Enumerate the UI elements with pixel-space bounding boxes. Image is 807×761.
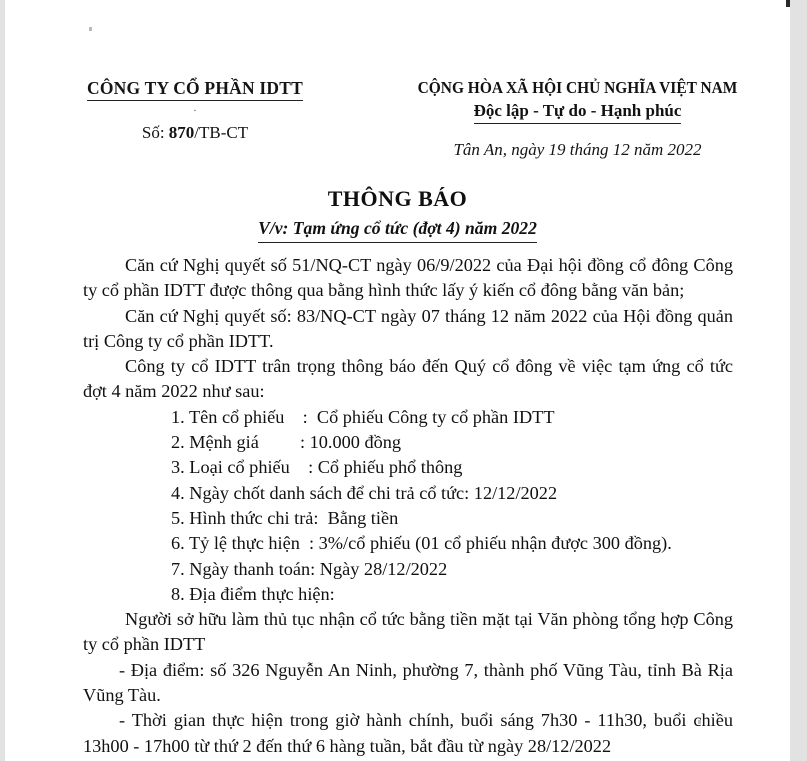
document-title: THÔNG BÁO — [327, 186, 468, 211]
scan-speck — [89, 27, 92, 31]
document-number — [25, 123, 365, 143]
list-item: 4. Ngày chốt danh sách để chi trả cổ tức: 12/12/2022 — [171, 482, 558, 503]
paragraph-time-detail: - Thời gian thực hiện trong giờ hành chính, buổi sáng 7h30 - 11h30, buổi chiều 13h00 - 17h00 từ thứ 2 đến thứ 6 hàng tuần, bắt đầu từ ngày 28/12/2022 — [83, 710, 733, 756]
paragraph-basis-2: Căn cứ Nghị quyết số: 83/NQ-CT ngày 07 tháng 12 năm 2022 của Hội đồng quản trị Công ty cổ phần IDTT. — [83, 305, 733, 351]
list-item: 6. Tỷ lệ thực hiện : 3%/cổ phiếu (01 cổ phiếu nhận được 300 đồng). — [171, 533, 672, 554]
list-item: 8. Địa điểm thực hiện: — [171, 583, 335, 604]
paragraph-intro: Công ty cổ IDTT trân trọng thông báo đến Quý cổ đông về việc tạm ứng cổ tức đợt 4 năm 2022 như sau: — [83, 356, 733, 402]
org-tick-mark: . — [193, 102, 197, 115]
list-item: 3. Loại cổ phiếu : Cổ phiếu phổ thông — [171, 457, 463, 478]
organization-name: CÔNG TY CỔ PHẦN IDTT — [87, 78, 303, 101]
terms-list — [83, 405, 733, 607]
header-left-column — [5, 78, 365, 144]
list-item: 7. Ngày thanh toán: Ngày 28/12/2022 — [171, 558, 448, 579]
paragraph-location-detail: - Địa điểm: số 326 Nguyễn An Ninh, phường 7, thành phố Vũng Tàu, tỉnh Bà Rịa Vũng Tàu. — [83, 659, 733, 706]
document-number-value: 870 — [168, 123, 195, 143]
document-header — [5, 78, 790, 161]
scan-artifact-corner — [786, 0, 790, 7]
list-item: 2. Mệnh giá : 10.000 đồng — [171, 432, 402, 453]
title-block — [5, 186, 790, 243]
document-subtitle: V/v: Tạm ứng cổ tức (đợt 4) năm 2022 — [258, 218, 537, 243]
document-body — [83, 253, 733, 759]
paragraph-basis-1: Căn cứ Nghị quyết số 51/NQ-CT ngày 06/9/2022 của Đại hội đồng cổ đông Công ty cổ phần IDTT được thông qua bằng hình thức lấy ý kiến cổ đông bằng văn bản; — [83, 255, 733, 301]
paragraph-holder-note: Người sở hữu làm thủ tục nhận cổ tức bằng tiền mặt tại Văn phòng tổng hợp Công ty cổ phần IDTT — [83, 609, 733, 655]
list-item: 5. Hình thức chi trả: Bằng tiền — [171, 507, 399, 528]
document-page — [5, 0, 790, 761]
national-slogan: Độc lập - Tự do - Hạnh phúc — [474, 101, 682, 124]
document-number-suffix: /TB-CT — [194, 123, 249, 143]
list-item: 1. Tên cổ phiếu : Cổ phiếu Công ty cổ phần IDTT — [171, 406, 555, 427]
national-title: CỘNG HÒA XÃ HỘI CHỦ NGHĨA VIỆT NAM — [417, 78, 738, 97]
header-right-column — [365, 78, 790, 161]
place-and-date: Tân An, ngày 19 tháng 12 năm 2022 — [453, 140, 702, 160]
document-number-label: Số: — [141, 123, 169, 143]
